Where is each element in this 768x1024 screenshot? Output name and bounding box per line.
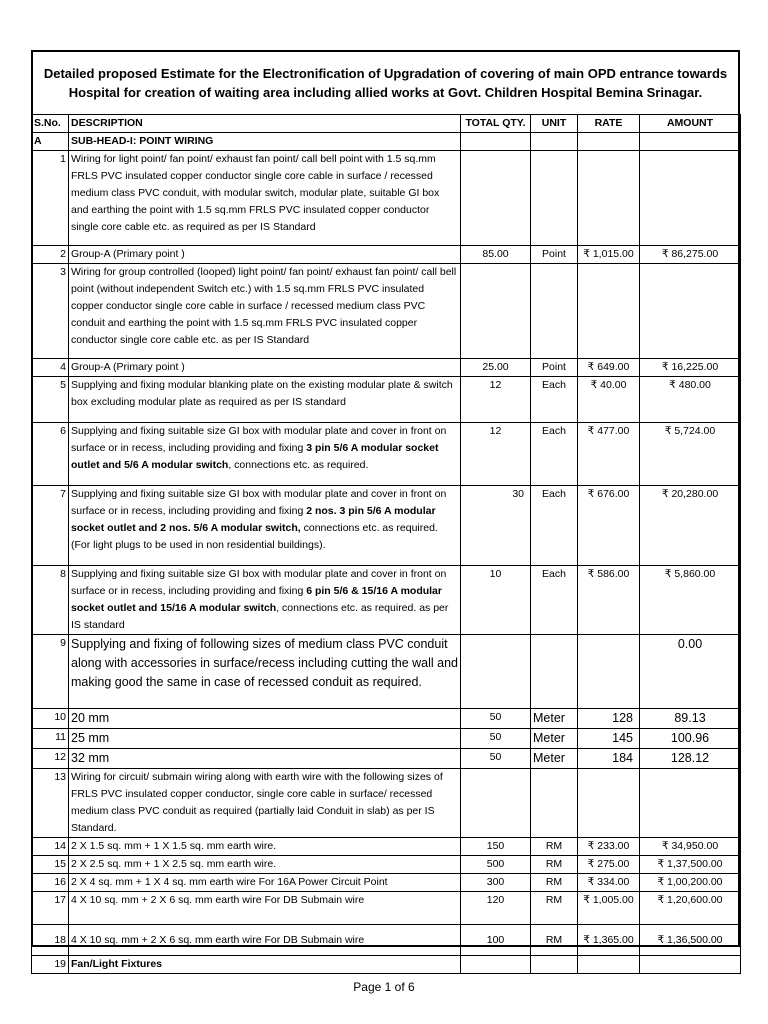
row-qty: 12 (461, 377, 531, 423)
row-sno: 9 (32, 635, 69, 709)
subhead-row (32, 133, 741, 151)
row-qty: 30 (461, 486, 531, 566)
row-amount (640, 264, 741, 359)
row-description: 2 X 4 sq. mm + 1 X 4 sq. mm earth wire For 16A Power Circuit Point (69, 874, 461, 892)
row-amount: ₹ 5,724.00 (640, 423, 741, 486)
row-unit: RM (531, 892, 578, 925)
row-description: Group-A (Primary point ) (69, 246, 461, 264)
row-rate (578, 769, 640, 838)
row-rate (578, 635, 640, 709)
row-unit: Meter (531, 729, 578, 749)
row-qty (461, 956, 531, 974)
row-rate: 128 (578, 709, 640, 729)
row-rate: ₹ 233.00 (578, 838, 640, 856)
subhead-sno: A (32, 133, 69, 151)
row-sno: 13 (32, 769, 69, 838)
row-qty (461, 635, 531, 709)
row-qty: 10 (461, 566, 531, 635)
row-unit: RM (531, 874, 578, 892)
estimate-table (31, 114, 741, 974)
row-unit: Each (531, 566, 578, 635)
table-row (32, 377, 741, 423)
table-row (32, 856, 741, 874)
row-rate (578, 151, 640, 246)
row-description: Supplying and fixing suitable size GI box with modular plate and cover in front on surface or in recess, including providing and fixing 3 pin 5/6 A modular socket outlet and 5/6 A modular switch, connections etc. as required. (69, 423, 461, 486)
row-description: Wiring for circuit/ submain wiring along with earth wire with the following sizes of FRLS PVC insulated copper conductor, single core cable in surface/ recessed medium class PVC conduit as required (partially laid Conduit in slab) as per IS Standard. (69, 769, 461, 838)
row-description: 20 mm (69, 709, 461, 729)
row-sno: 1 (32, 151, 69, 246)
row-unit: RM (531, 856, 578, 874)
row-unit (531, 956, 578, 974)
table-row (32, 486, 741, 566)
header-sno: S.No. (32, 115, 69, 133)
table-row (32, 769, 741, 838)
row-unit: Each (531, 377, 578, 423)
row-amount: ₹ 1,00,200.00 (640, 874, 741, 892)
row-sno: 15 (32, 856, 69, 874)
row-rate: ₹ 586.00 (578, 566, 640, 635)
header-row (32, 115, 741, 133)
table-row (32, 749, 741, 769)
row-amount: ₹ 1,20,600.00 (640, 892, 741, 925)
row-qty: 100 (461, 925, 531, 956)
row-rate: ₹ 40.00 (578, 377, 640, 423)
table-row (32, 874, 741, 892)
subhead-description: SUB-HEAD-I: POINT WIRING (69, 133, 461, 151)
table-row (32, 892, 741, 925)
row-sno: 19 (32, 956, 69, 974)
row-qty: 300 (461, 874, 531, 892)
row-description: Wiring for group controlled (looped) light point/ fan point/ exhaust fan point/ call bell point (without independent Switch etc.) with 1.5 sq.mm FRLS PVC insulated copper conductor single core cable in surface / recessed medium class PVC conduit and earthing the point with 1.5 sq.mm FRLS PVC insulated copper conductor single core cable etc. as per IS Standard (69, 264, 461, 359)
row-unit: Point (531, 359, 578, 377)
row-unit: Meter (531, 749, 578, 769)
header-total-qty: TOTAL QTY. (461, 115, 531, 133)
row-sno: 7 (32, 486, 69, 566)
table-row (32, 264, 741, 359)
row-qty: 50 (461, 709, 531, 729)
row-rate: 145 (578, 729, 640, 749)
row-sno: 8 (32, 566, 69, 635)
row-sno: 10 (32, 709, 69, 729)
row-amount: ₹ 480.00 (640, 377, 741, 423)
row-qty: 150 (461, 838, 531, 856)
row-unit (531, 769, 578, 838)
table-row (32, 151, 741, 246)
row-description: Wiring for light point/ fan point/ exhaust fan point/ call bell point with 1.5 sq.mm FRLS PVC insulated copper conductor single core cable in surface / recessed medium class PVC conduit, with modular switch, modular plate, suitable GI box and earthing the point with 1.5 sq.mm FRLS PVC insulated copper conductor single core cable etc. as required as per IS Standard (69, 151, 461, 246)
row-unit: Meter (531, 709, 578, 729)
row-description: Supplying and fixing suitable size GI box with modular plate and cover in front on surface or in recess, including providing and fixing 2 nos. 3 pin 5/6 A modular socket outlet and 2 nos. 5/6 A modular switch, connections etc. as required. (For light plugs to be used in non residential buildings). (69, 486, 461, 566)
row-sno: 17 (32, 892, 69, 925)
row-unit: Each (531, 486, 578, 566)
row-unit: Point (531, 246, 578, 264)
row-unit (531, 635, 578, 709)
row-unit (531, 151, 578, 246)
row-rate: ₹ 676.00 (578, 486, 640, 566)
header-rate: RATE (578, 115, 640, 133)
row-sno: 4 (32, 359, 69, 377)
row-rate: 184 (578, 749, 640, 769)
row-description: 4 X 10 sq. mm + 2 X 6 sq. mm earth wire For DB Submain wire (69, 892, 461, 925)
table-row (32, 838, 741, 856)
row-amount: 128.12 (640, 749, 741, 769)
row-sno: 16 (32, 874, 69, 892)
table-row (32, 729, 741, 749)
row-description: 2 X 2.5 sq. mm + 1 X 2.5 sq. mm earth wire. (69, 856, 461, 874)
row-rate (578, 956, 640, 974)
row-unit: RM (531, 838, 578, 856)
row-description: 4 X 10 sq. mm + 2 X 6 sq. mm earth wire For DB Submain wire (69, 925, 461, 956)
row-amount: ₹ 86,275.00 (640, 246, 741, 264)
row-qty: 50 (461, 729, 531, 749)
row-qty: 85.00 (461, 246, 531, 264)
row-qty (461, 151, 531, 246)
row-unit (531, 264, 578, 359)
row-unit: Each (531, 423, 578, 486)
row-sno: 11 (32, 729, 69, 749)
row-amount: 89.13 (640, 709, 741, 729)
header-unit: UNIT (531, 115, 578, 133)
table-row (32, 359, 741, 377)
header-description: DESCRIPTION (69, 115, 461, 133)
row-description: 32 mm (69, 749, 461, 769)
row-amount: ₹ 1,36,500.00 (640, 925, 741, 956)
row-rate: ₹ 334.00 (578, 874, 640, 892)
row-sno: 6 (32, 423, 69, 486)
table-row (32, 709, 741, 729)
row-description: Fan/Light Fixtures (69, 956, 461, 974)
row-sno: 3 (32, 264, 69, 359)
row-sno: 14 (32, 838, 69, 856)
row-amount: 0.00 (640, 635, 741, 709)
row-amount: ₹ 34,950.00 (640, 838, 741, 856)
row-sno: 5 (32, 377, 69, 423)
row-qty: 12 (461, 423, 531, 486)
row-amount: ₹ 16,225.00 (640, 359, 741, 377)
row-amount (640, 151, 741, 246)
row-rate: ₹ 275.00 (578, 856, 640, 874)
table-row (32, 925, 741, 956)
row-description: Supplying and fixing suitable size GI box with modular plate and cover in front on surface or in recess, including providing and fixing 6 pin 5/6 & 15/16 A modular socket outlet and 15/16 A modular switch, connections etc. as required. as per IS standard (69, 566, 461, 635)
row-qty: 25.00 (461, 359, 531, 377)
page-number: Page 1 of 6 (353, 980, 415, 994)
row-rate: ₹ 1,015.00 (578, 246, 640, 264)
row-rate: ₹ 1,365.00 (578, 925, 640, 956)
row-sno: 12 (32, 749, 69, 769)
row-description: 2 X 1.5 sq. mm + 1 X 1.5 sq. mm earth wire. (69, 838, 461, 856)
header-amount: AMOUNT (640, 115, 741, 133)
row-rate: ₹ 649.00 (578, 359, 640, 377)
table-row (32, 246, 741, 264)
row-rate: ₹ 477.00 (578, 423, 640, 486)
row-description: Group-A (Primary point ) (69, 359, 461, 377)
row-amount: ₹ 5,860.00 (640, 566, 741, 635)
row-description: Supplying and fixing modular blanking plate on the existing modular plate & switch box excluding modular plate as required as per IS standard (69, 377, 461, 423)
row-qty (461, 264, 531, 359)
row-amount: 100.96 (640, 729, 741, 749)
row-qty: 500 (461, 856, 531, 874)
row-rate: ₹ 1,005.00 (578, 892, 640, 925)
document-title: Detailed proposed Estimate for the Electronification of Upgradation of covering of main OPD entrance towards Hospital for creation of waiting area including allied works at Govt. Children Hospital Bemina Srinagar. (43, 66, 728, 100)
row-qty (461, 769, 531, 838)
row-unit: RM (531, 925, 578, 956)
row-qty: 50 (461, 749, 531, 769)
table-row (32, 423, 741, 486)
row-rate (578, 264, 640, 359)
row-qty: 120 (461, 892, 531, 925)
table-row (32, 635, 741, 709)
row-description: Supplying and fixing of following sizes of medium class PVC conduit along with accessories in surface/recess including cutting the wall and making good the same in case of recessed conduit as required. (69, 635, 461, 709)
row-sno: 2 (32, 246, 69, 264)
row-amount (640, 956, 741, 974)
row-sno: 18 (32, 925, 69, 956)
row-amount (640, 769, 741, 838)
table-row (32, 566, 741, 635)
row-description: 25 mm (69, 729, 461, 749)
table-row (32, 956, 741, 974)
row-amount: ₹ 20,280.00 (640, 486, 741, 566)
row-amount: ₹ 1,37,500.00 (640, 856, 741, 874)
